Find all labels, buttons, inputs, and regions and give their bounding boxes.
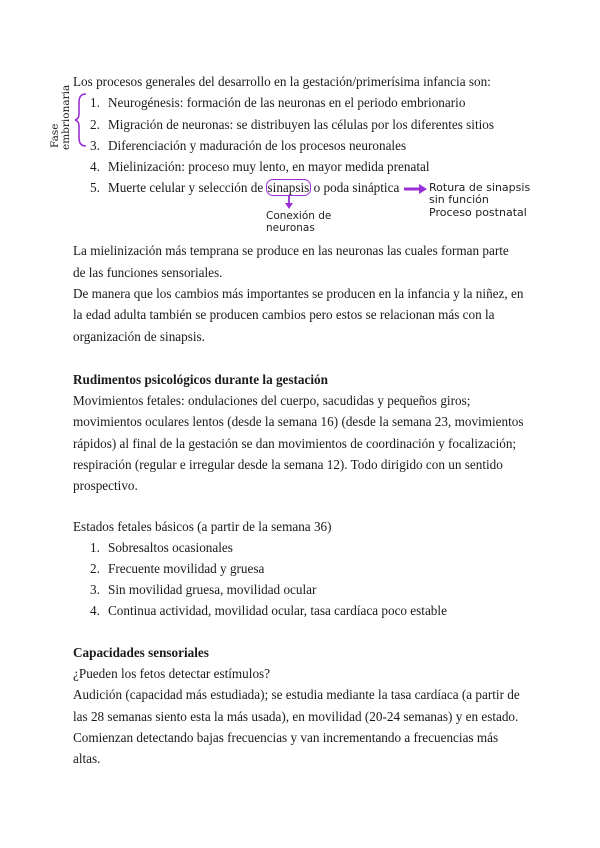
list-item: Frecuente movilidad y gruesa (108, 561, 265, 576)
list-number: 2. (90, 117, 100, 132)
sinapsis-highlight: sinapsis (267, 180, 310, 195)
paragraph-line: rápidos) al final de la gestación se dan movimientos de coordinación y focalización; (73, 436, 517, 451)
paragraph-line: ¿Pueden los fetos detectar estímulos? (73, 666, 271, 681)
list-item: Neurogénesis: formación de las neuronas en el periodo embrionario (108, 95, 466, 110)
list-number: 3. (90, 582, 100, 597)
heading-capacidades: Capacidades sensoriales (73, 645, 209, 660)
paragraph-line: Comienzan detectando bajas frecuencias y van incrementando a frecuencias más (73, 730, 499, 745)
list-item (108, 180, 399, 196)
side-label-fase: Fase (49, 123, 61, 148)
paragraph-line: la edad adulta también se producen cambios pero estos se relacionan más con la (73, 307, 495, 322)
arrow-note-postnatal: Proceso postnatal (429, 206, 527, 219)
list-item: Sobresaltos ocasionales (108, 540, 233, 555)
paragraph-line: prospectivo. (73, 478, 138, 493)
list-number: 4. (90, 603, 100, 618)
down-arrow-icon (284, 196, 294, 210)
paragraph-line: La mielinización más temprana se produce en las neuronas las cuales forman parte (73, 243, 509, 258)
paragraph-line: de las funciones sensoriales. (73, 265, 223, 280)
paragraph-line: altas. (73, 751, 101, 766)
arrow-note-rotura: Rotura de sinapsis sin función (429, 181, 531, 206)
paragraph-line: Movimientos fetales: ondulaciones del cuerpo, sacudidas y pequeños giros; (73, 393, 471, 408)
list-item: Diferenciación y maduración de los procesos neuronales (108, 138, 407, 153)
list-number: 5. (90, 180, 100, 195)
paragraph-line: organización de sinapsis. (73, 329, 205, 344)
list-number: 4. (90, 159, 100, 174)
paragraph-line: movimientos oculares lentos (desde la semana 16) (desde la semana 23, movimientos (73, 414, 524, 429)
list-number: 1. (90, 540, 100, 555)
list-item: Continua actividad, movilidad ocular, tasa cardíaca poco estable (108, 603, 447, 618)
list-number: 3. (90, 138, 100, 153)
heading-rudimentos: Rudimentos psicológicos durante la gestación (73, 372, 328, 387)
paragraph-line: Audición (capacidad más estudiada); se estudia mediante la tasa cardíaca (a partir de (73, 687, 520, 702)
paragraph-line: De manera que los cambios más importantes se producen en la infancia y la niñez, en (73, 286, 524, 301)
paragraph-line: las 28 semanas siento esta la más usada), en movilidad (20-24 semanas) y en estado. (73, 709, 519, 724)
list-number: 2. (90, 561, 100, 576)
list-item: Sin movilidad gruesa, movilidad ocular (108, 582, 317, 597)
list-item: Mielinización: proceso muy lento, en mayor medida prenatal (108, 159, 430, 174)
paragraph-line: respiración (regular e irregular desde la semana 12). Todo dirigido con un sentido (73, 457, 503, 472)
side-label-embrionaria: embrionaria (60, 84, 72, 150)
list-number: 1. (90, 95, 100, 110)
purple-bracket-icon (74, 92, 88, 148)
intro-text: Los procesos generales del desarrollo en la gestación/primerísima infancia son: (73, 74, 491, 89)
list-item: Migración de neuronas: se distribuyen las células por los diferentes sitios (108, 117, 495, 132)
right-arrow-icon (404, 183, 428, 195)
list-item-part: o poda sináptica (310, 180, 400, 195)
sinapsis-note: Conexión de neuronas (266, 210, 332, 234)
states-intro: Estados fetales básicos (a partir de la semana 36) (73, 519, 332, 534)
list-item-part: Muerte celular y selección de (108, 180, 267, 195)
